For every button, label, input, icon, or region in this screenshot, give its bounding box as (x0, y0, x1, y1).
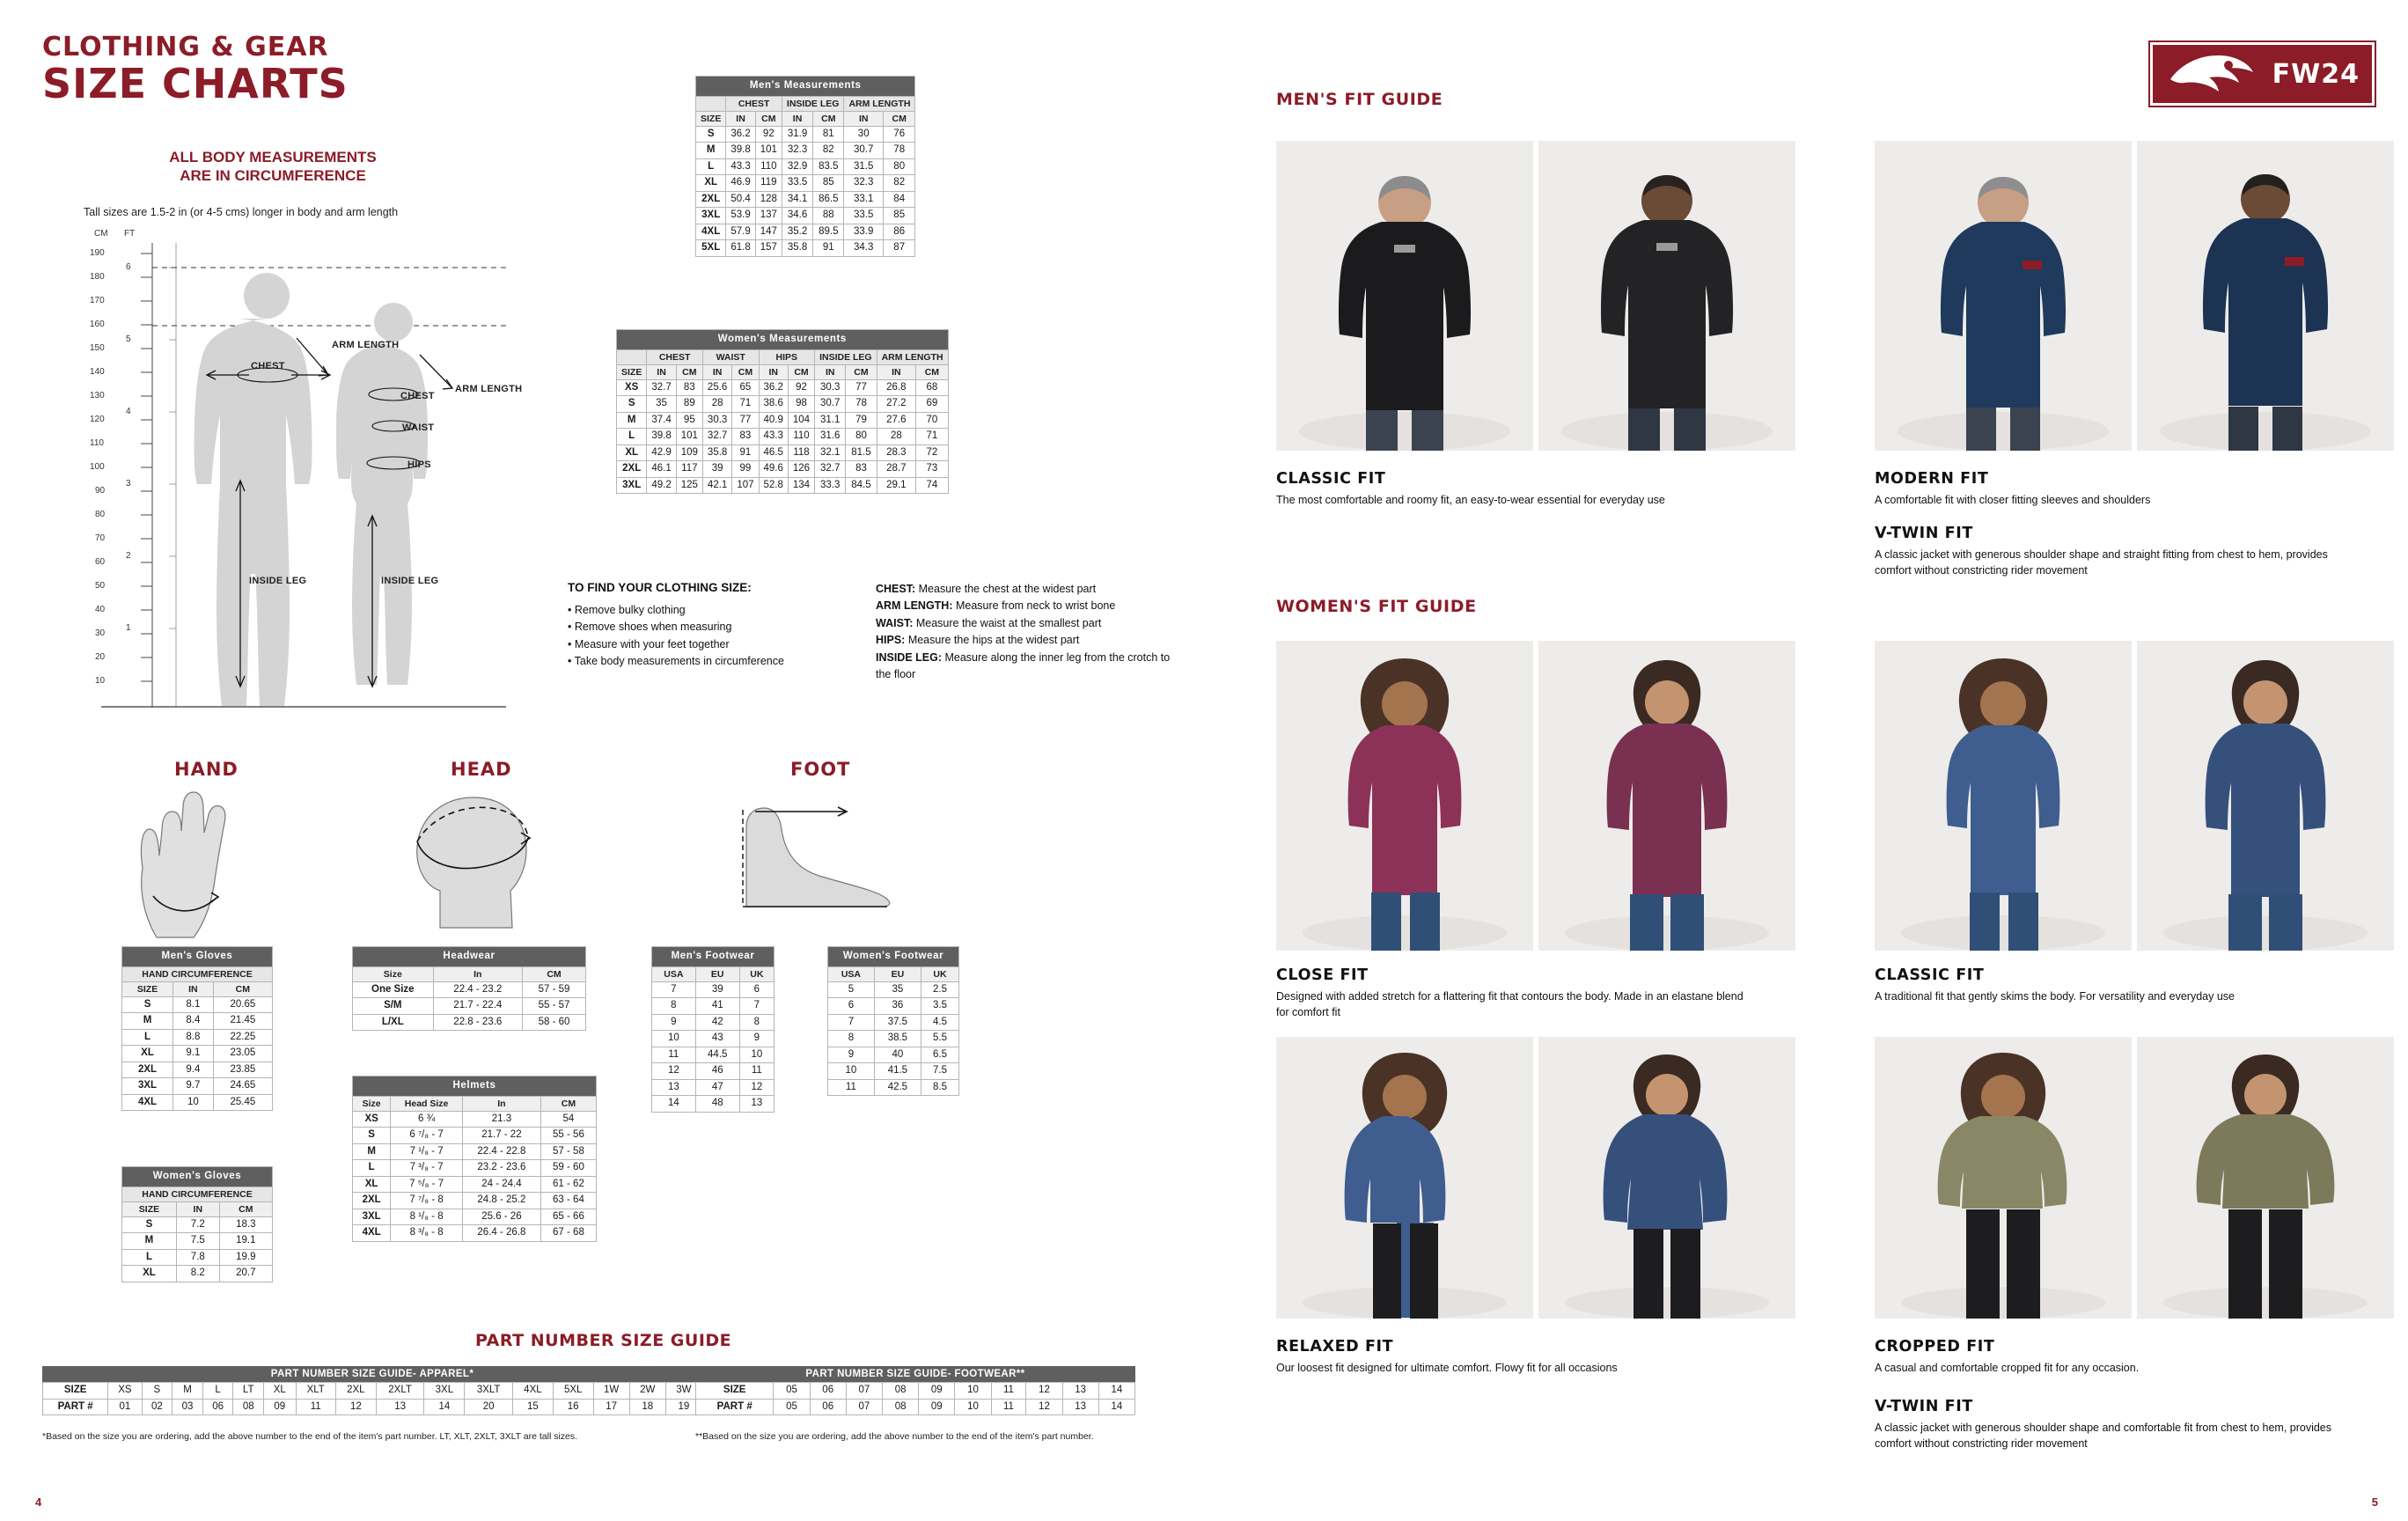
table-row: S 6 ⁷/₈ - 7 21.7 - 22 55 - 56 (353, 1128, 597, 1144)
womens-group-inside-leg: INSIDE LEG (815, 349, 877, 364)
table-row: SIZE 05 06 07 08 09 10 11 12 13 14 (696, 1383, 1135, 1400)
table-row: XL 7 ⁵/₈ - 7 24 - 24.4 61 - 62 (353, 1176, 597, 1193)
v-twin-fit-women-title: V-TWIN FIT (1875, 1398, 1973, 1415)
bullet-remove-bulky: • Remove bulky clothing (568, 604, 686, 616)
mens-gloves-table: Men's Gloves HAND CIRCUMFERENCE SIZE IN CM S 8.1 20.65 M 8.4 21.45 L 8.8 22.25 XL 9.1 23.05 2XL 9.4 23.85 3XL 9.7 24.65 4XL 10 25.45 (121, 946, 273, 1111)
classic-fit-men-title: CLASSIC FIT (1276, 470, 1386, 488)
table-row: One Size 22.4 - 23.2 57 - 59 (353, 981, 586, 998)
photo-modern-fit-men-a (1875, 141, 2132, 451)
table-row: 11 44.5 10 (652, 1047, 775, 1063)
v-twin-fit-women-desc: A classic jacket with generous shoulder shape and comfortable fit from chest to hem, provides comfort without constricting rider movement (1875, 1422, 2332, 1450)
table-row: 11 42.5 8.5 (828, 1079, 959, 1096)
foot-illustration (713, 792, 915, 924)
table-row: 3XL 53.9 137 34.6 88 33.5 85 (696, 208, 915, 224)
col-cm: CM (846, 364, 877, 379)
body-measurement-diagram: CM FT 190 180 170 160 150 140 130 120 110 100 90 80 70 60 50 40 30 20 10 6 5 4 3 2 1 ARM LENGTH ARM LENGTH CHEST CHEST WAIST HIPS INSIDE LEG INSIDE LEG (48, 227, 541, 720)
relaxed-fit-women-title: RELAXED FIT (1276, 1338, 1394, 1356)
col-cm: CM (732, 364, 759, 379)
left-page-number: 4 (35, 1495, 42, 1509)
tall-sizes-note: Tall sizes are 1.5-2 in (or 4-5 cms) longer in body and arm length (84, 206, 399, 218)
classic-fit-men-desc: The most comfortable and roomy fit, an easy-to-wear essential for everyday use (1276, 494, 1665, 506)
find-size-title: TO FIND YOUR CLOTHING SIZE: (568, 581, 752, 594)
apparel-footnote: *Based on the size you are ordering, add the above number to the end of the item's part number. LT, XLT, 2XLT, 3XLT are tall sizes. (42, 1431, 578, 1442)
table-row: XS 6 ¾ 21.3 54 (353, 1111, 597, 1128)
table-row: S 7.2 18.3 (122, 1216, 273, 1233)
table-row: 12 46 11 (652, 1063, 775, 1080)
mens-measurements-table (695, 76, 915, 257)
table-row: 14 48 13 (652, 1096, 775, 1113)
photo-relaxed-fit-women-a (1276, 1037, 1533, 1319)
photo-modern-fit-men-b (2137, 141, 2394, 451)
col-in: IN (782, 111, 812, 126)
table-row: M 7.5 19.1 (122, 1233, 273, 1250)
table-row: M 8.4 21.45 (122, 1013, 273, 1030)
relaxed-fit-women-photos (1276, 1037, 1795, 1319)
col-cm: CM (916, 364, 948, 379)
label-arm-length-right: ARM LENGTH (455, 384, 523, 394)
col-cm: CM (755, 111, 782, 126)
womens-group-arm-length: ARM LENGTH (877, 349, 948, 364)
classic-fit-women-photos (1875, 641, 2394, 951)
col-in: IN (702, 364, 731, 379)
photo-relaxed-fit-women-b (1538, 1037, 1795, 1319)
table-row: L/XL 22.8 - 23.6 58 - 60 (353, 1014, 586, 1031)
table-row: L 7.8 19.9 (122, 1249, 273, 1266)
mens-measurements-caption: Men's Measurements (696, 77, 915, 97)
table-row: 9 42 8 (652, 1014, 775, 1031)
close-fit-women-photos (1276, 641, 1795, 951)
table-row: 2XL 50.4 128 34.1 86.5 33.1 84 (696, 191, 915, 208)
womens-footwear-caption: Women's Footwear (828, 947, 959, 967)
photo-classic-fit-women-b (2137, 641, 2394, 951)
mens-group-inside-leg: INSIDE LEG (782, 96, 844, 111)
table-row: 10 43 9 (652, 1031, 775, 1047)
womens-group-chest: CHEST (647, 349, 703, 364)
table-row: 7 39 6 (652, 981, 775, 998)
hand-illustration (104, 783, 306, 942)
table-row: PART # 05 06 07 08 09 10 11 12 13 14 (696, 1399, 1135, 1415)
col-in: IN (877, 364, 916, 379)
title-line-1: CLOTHING & GEAR (42, 32, 329, 62)
brand-logo-badge (2150, 42, 2375, 106)
table-row: 3XL 8 ¹/₈ - 8 25.6 - 26 65 - 66 (353, 1209, 597, 1225)
table-row: 6 36 3.5 (828, 998, 959, 1015)
table-row: 5XL 61.8 157 35.8 91 34.3 87 (696, 240, 915, 257)
find-size-bullets (568, 602, 784, 671)
mens-gloves-group: HAND CIRCUMFERENCE (122, 966, 273, 981)
measure-definitions (876, 581, 1175, 683)
head-caption: HEAD (451, 759, 512, 780)
col-in: IN (647, 364, 676, 379)
body-figure-svg (48, 227, 541, 720)
womens-fit-guide-heading: WOMEN'S FIT GUIDE (1276, 597, 1477, 616)
table-row: L 8.8 22.25 (122, 1029, 273, 1046)
cropped-fit-women-desc: A casual and comfortable cropped fit for any occasion. (1875, 1362, 2140, 1374)
def-chest: CHEST: Measure the chest at the widest part (876, 583, 1097, 595)
table-row: L 39.8 101 32.7 83 43.3 110 31.6 80 28 71 (617, 429, 949, 445)
head-illustration (378, 778, 581, 937)
table-row: 3XL 9.7 24.65 (122, 1078, 273, 1095)
modern-fit-men-desc: A comfortable fit with closer fitting sleeves and shoulders (1875, 494, 2151, 506)
table-row: XL 9.1 23.05 (122, 1046, 273, 1062)
table-row: 3XL 49.2 125 42.1 107 52.8 134 33.3 84.5 29.1 74 (617, 477, 949, 494)
mens-fit-guide-heading: MEN'S FIT GUIDE (1276, 90, 1443, 109)
table-row: S 36.2 92 31.9 81 30 76 (696, 126, 915, 143)
def-waist: WAIST: Measure the waist at the smallest part (876, 616, 1102, 629)
table-row: 2XL 46.1 117 39 99 49.6 126 32.7 83 28.7 73 (617, 461, 949, 478)
table-row: M 37.4 95 30.3 77 40.9 104 31.1 79 27.6 70 (617, 412, 949, 429)
season-label: FW24 (2272, 58, 2360, 90)
col-in: IN (726, 111, 755, 126)
womens-group-hips: HIPS (759, 349, 815, 364)
label-chest-right: CHEST (400, 391, 435, 401)
classic-fit-women-title: CLASSIC FIT (1875, 966, 1985, 984)
ruler-ft-label: FT (124, 229, 136, 239)
mens-footwear-table: Men's Footwear USA EU UK 7 39 6 8 41 7 9 42 8 10 43 9 11 44.5 10 12 46 11 13 47 12 14 48 13 (651, 946, 775, 1113)
table-row: M 7 ¹/₈ - 7 22.4 - 22.8 57 - 58 (353, 1143, 597, 1160)
all-body-measurements-heading (88, 148, 458, 186)
photo-cropped-fit-women-a (1875, 1037, 2132, 1319)
table-row: XS 32.7 83 25.6 65 36.2 92 30.3 77 26.8 68 (617, 379, 949, 396)
relaxed-fit-women-desc: Our loosest fit designed for ultimate comfort. Flowy fit for all occasions (1276, 1362, 1618, 1374)
label-inside-leg-left: INSIDE LEG (249, 576, 307, 586)
photo-classic-fit-men-b (1538, 141, 1795, 451)
bullet-feet-together: • Measure with your feet together (568, 637, 730, 650)
foot-caption: FOOT (790, 759, 851, 780)
cropped-fit-women-title: CROPPED FIT (1875, 1338, 1995, 1356)
all-body-line-1: ALL BODY MEASUREMENTS (169, 149, 377, 165)
col-size: SIZE (617, 364, 647, 379)
mens-group-chest: CHEST (726, 96, 782, 111)
ruler-cm-label: CM (94, 229, 108, 239)
womens-footwear-table: Women's Footwear USA EU UK 5 35 2.5 6 36 3.5 7 37.5 4.5 8 38.5 5.5 9 40 6.5 10 41.5 7.5 11 42.5 8.5 (827, 946, 959, 1096)
table-row: 5 35 2.5 (828, 981, 959, 998)
photo-cropped-fit-women-b (2137, 1037, 2394, 1319)
table-row: S 8.1 20.65 (122, 996, 273, 1013)
womens-gloves-table: Women's Gloves HAND CIRCUMFERENCE SIZE IN CM S 7.2 18.3 M 7.5 19.1 L 7.8 19.9 XL 8.2 20.7 (121, 1166, 273, 1282)
indian-headdress-icon (2165, 49, 2262, 99)
right-page (1259, 0, 2408, 1521)
mens-gloves-caption: Men's Gloves (122, 947, 273, 967)
label-hips: HIPS (407, 459, 431, 470)
womens-group-waist: WAIST (702, 349, 759, 364)
table-row: 10 41.5 7.5 (828, 1063, 959, 1080)
table-row: 7 37.5 4.5 (828, 1014, 959, 1031)
label-inside-leg-right: INSIDE LEG (381, 576, 439, 586)
def-inside-leg: INSIDE LEG: Measure along the inner leg from the crotch to the floor (876, 650, 1171, 680)
womens-gloves-group: HAND CIRCUMFERENCE (122, 1187, 273, 1201)
table-row: L 7 ³/₈ - 7 23.2 - 23.6 59 - 60 (353, 1160, 597, 1177)
right-page-number: 5 (2371, 1495, 2378, 1509)
table-row: PART # 01 02 03 06 08 09 11 12 13 14 20 15 16 17 18 19 (43, 1399, 702, 1415)
headwear-table: Headwear Size In CM One Size 22.4 - 23.2 57 - 59 S/M 21.7 - 22.4 55 - 57 L/XL 22.8 - 23.6 58 - 60 (352, 946, 586, 1031)
part-number-footwear-table (695, 1366, 1135, 1415)
table-row: XL 42.9 109 35.8 91 46.5 118 32.1 81.5 28.3 72 (617, 445, 949, 461)
part-number-apparel-table (42, 1366, 702, 1415)
label-chest-left: CHEST (251, 361, 285, 371)
womens-gloves-caption: Women's Gloves (122, 1167, 273, 1187)
col-cm: CM (813, 111, 844, 126)
table-row: S/M 21.7 - 22.4 55 - 57 (353, 998, 586, 1015)
part-number-footwear-caption: PART NUMBER SIZE GUIDE- FOOTWEAR** (695, 1366, 1135, 1382)
label-waist: WAIST (402, 422, 435, 433)
modern-fit-men-photos (1875, 141, 2394, 451)
bullet-circumference: • Take body measurements in circumference (568, 655, 784, 668)
hand-caption: HAND (174, 759, 239, 780)
photo-close-fit-women-b (1538, 641, 1795, 951)
table-row: 4XL 57.9 147 35.2 89.5 33.9 86 (696, 224, 915, 240)
all-body-line-2: ARE IN CIRCUMFERENCE (180, 167, 366, 185)
table-row: SIZE XS S M L LT XL XLT 2XL 2XLT 3XL 3XLT 4XL 5XL 1W 2W 3W (43, 1383, 702, 1400)
womens-measurements-caption: Women's Measurements (617, 330, 949, 350)
bullet-remove-shoes: • Remove shoes when measuring (568, 621, 732, 634)
table-row: 9 40 6.5 (828, 1047, 959, 1063)
footwear-footnote: **Based on the size you are ordering, add the above number to the end of the item's part number. (695, 1431, 1094, 1442)
close-fit-women-desc: Designed with added stretch for a flattering fit that contours the body. Made in an elastane blend for comfort fit (1276, 990, 1744, 1018)
def-hips: HIPS: Measure the hips at the widest part (876, 634, 1080, 647)
table-row: XL 46.9 119 33.5 85 32.3 82 (696, 175, 915, 192)
part-number-guide-title: PART NUMBER SIZE GUIDE (475, 1331, 732, 1350)
headwear-caption: Headwear (353, 947, 586, 967)
table-row: 8 38.5 5.5 (828, 1031, 959, 1047)
page-title (42, 32, 349, 107)
modern-fit-men-title: MODERN FIT (1875, 470, 1989, 488)
table-row: XL 8.2 20.7 (122, 1266, 273, 1282)
table-row: 2XL 9.4 23.85 (122, 1062, 273, 1078)
classic-fit-men-photos (1276, 141, 1795, 451)
v-twin-fit-men-title: V-TWIN FIT (1875, 525, 1973, 542)
label-arm-length-left: ARM LENGTH (332, 340, 400, 350)
table-row: L 43.3 110 32.9 83.5 31.5 80 (696, 158, 915, 175)
col-in: IN (815, 364, 846, 379)
col-cm: CM (883, 111, 914, 126)
col-in: IN (844, 111, 884, 126)
table-row: 13 47 12 (652, 1079, 775, 1096)
table-row: S 35 89 28 71 38.6 98 30.7 78 27.2 69 (617, 396, 949, 413)
helmets-caption: Helmets (353, 1076, 597, 1097)
table-row: 4XL 8 ³/₈ - 8 26.4 - 26.8 67 - 68 (353, 1225, 597, 1242)
mens-footwear-caption: Men's Footwear (652, 947, 775, 967)
part-number-apparel-caption: PART NUMBER SIZE GUIDE- APPAREL* (42, 1366, 702, 1382)
classic-fit-women-desc: A traditional fit that gently skims the body. For versatility and everyday use (1875, 990, 2235, 1003)
mens-group-arm-length: ARM LENGTH (844, 96, 915, 111)
title-line-2: SIZE CHARTS (42, 59, 349, 107)
photo-close-fit-women-a (1276, 641, 1533, 951)
col-size: SIZE (696, 111, 726, 126)
photo-classic-fit-women-a (1875, 641, 2132, 951)
table-row: 2XL 7 ⁷/₈ - 8 24.8 - 25.2 63 - 64 (353, 1193, 597, 1209)
col-cm: CM (676, 364, 702, 379)
photo-classic-fit-men-a (1276, 141, 1533, 451)
womens-measurements-table (616, 329, 949, 494)
table-row: M 39.8 101 32.3 82 30.7 78 (696, 143, 915, 159)
cropped-fit-women-photos (1875, 1037, 2394, 1319)
table-row: 4XL 10 25.45 (122, 1094, 273, 1111)
table-row: 8 41 7 (652, 998, 775, 1015)
def-arm-length: ARM LENGTH: Measure from neck to wrist bone (876, 599, 1116, 613)
close-fit-women-title: CLOSE FIT (1276, 966, 1369, 984)
col-cm: CM (788, 364, 814, 379)
helmets-table: Helmets Size Head Size In CM XS 6 ¾ 21.3 54 S 6 ⁷/₈ - 7 21.7 - 22 55 - 56 M 7 ¹/₈ - 7 22.4 - 22.8 57 - 58 L 7 ³/₈ - 7 23.2 - 23.6 59 - 60 XL 7 ⁵/₈ - 7 24 - 24.4 61 - 62 2XL 7 ⁷/₈ - 8 24.8 - 25.2 63 - 64 3XL 8 ¹/₈ - 8 25.6 - 26 65 - 66 4XL 8 ³/₈ - 8 26.4 - 26.8 67 - 68 (352, 1076, 597, 1242)
col-in: IN (759, 364, 788, 379)
v-twin-fit-men-desc: A classic jacket with generous shoulder shape and straight fitting from chest to hem, provides comfort without constricting rider movement (1875, 548, 2328, 577)
